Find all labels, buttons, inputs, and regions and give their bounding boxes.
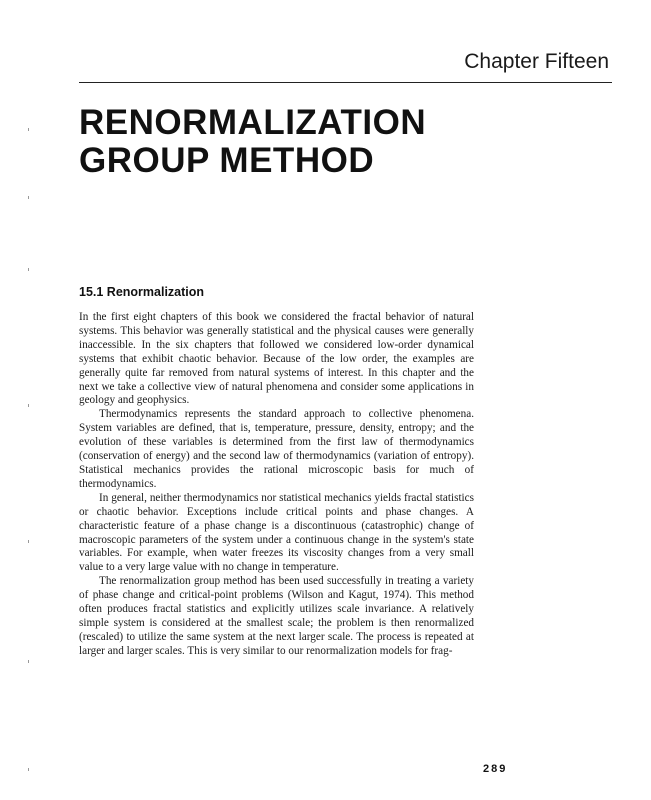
paragraph: Thermodynamics represents the standard approach to collective phenomena. System variables are defined, that is, temperature, pressure, density, entropy; and the evolution of these variables is determined from the first law of thermodynamics (conservation of energy) and the second law of thermodynamics (variation of entropy). Statistical mechanics provides the rational microscopic basis for much of thermodynamics. xyxy=(79,408,474,490)
scan-mark xyxy=(28,196,29,199)
paragraph: In the first eight chapters of this book we considered the fractal behavior of natural systems. This behavior was generally statistical and the physical causes were generally inaccessible. In the six chapters that followed we considered low-order dynamical systems that exhibit chaotic behavior. Because of the low order, the examples are generally quite far removed from natural systems of interest. In this chapter and the next we take a collective view of natural phenomena and consider some applications in geology and geophysics. xyxy=(79,311,474,407)
paragraph: In general, neither thermodynamics nor statistical mechanics yields fractal statistics or chaotic behavior. Exceptions include critical points and phase changes. A characteristic feature of a phase change is a discontinuous (catastrophic) change of macroscopic parameters of the system under a continuous change in the system's state variables. For example, when water freezes its viscosity changes from a very small value to a very large value with no change in temperature. xyxy=(79,491,474,574)
scan-mark xyxy=(28,268,29,271)
chapter-title-line-2: GROUP METHOD xyxy=(79,141,375,180)
scan-mark xyxy=(28,660,29,663)
header-rule xyxy=(79,82,612,83)
chapter-label: Chapter Fifteen xyxy=(464,50,609,73)
paragraph: The renormalization group method has been used successfully in treating a variety of phase change and critical-point problems (Wilson and Kagut, 1974). This method often produces fractal statistics and explicitly utilizes scale invariance. A relatively simple system is considered at the smallest scale; the problem is then renormalized (rescaled) to utilize the same system at the next larger scale. The process is repeated at larger and larger scales. This is very similar to our renormalization models for frag- xyxy=(79,575,474,657)
chapter-title-line-1: RENORMALIZATION xyxy=(79,103,427,142)
chapter-title xyxy=(79,104,599,180)
scan-mark xyxy=(28,404,29,407)
scan-mark xyxy=(28,128,29,131)
page-number: 289 xyxy=(483,763,508,775)
scan-mark xyxy=(28,768,29,771)
section-heading: 15.1 Renormalization xyxy=(79,285,205,299)
scan-mark xyxy=(28,540,29,543)
body-text xyxy=(79,311,474,659)
